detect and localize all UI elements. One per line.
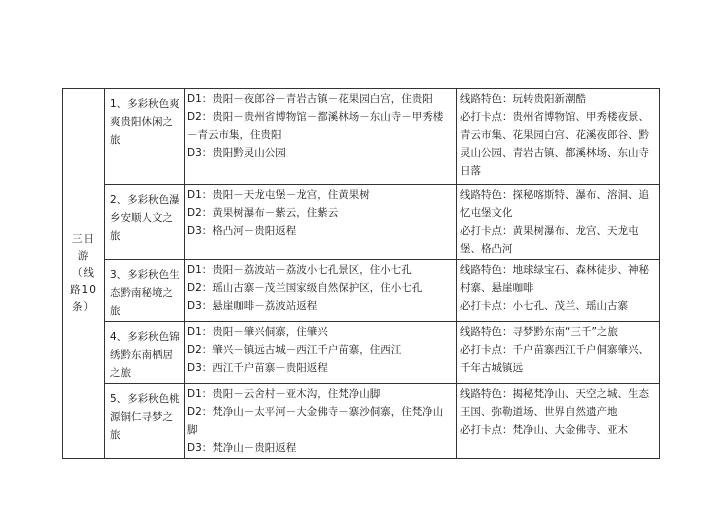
category-cell [63,89,105,459]
route-name: 4、多彩秋色锦绣黔东南栖居之旅 [110,331,180,379]
route-features-cell [457,322,660,384]
feature-line: 线路特色：玩转贵阳新潮酷 [460,93,586,105]
day-line: D2：瑶山古寨－茂兰国家级自然保护区，住小七孔 [187,282,423,294]
day-line: D3：格凸河－贵阳返程 [187,225,297,237]
day-line: D2：贵阳－贵州省博物馆－都溪林场－东山寺－甲秀楼－青云市集，住贵阳 [187,111,444,141]
route-name-cell [105,322,185,384]
route-name: 3、多彩秋色生态黔南秘境之旅 [110,269,180,317]
day-line: D3：贵阳黔灵山公园 [187,147,286,159]
day-line: D3：梵净山－贵阳返程 [187,442,297,454]
day-line: D1：贵阳－肇兴侗寨，住肇兴 [187,326,328,338]
feature-line: 必打卡点：黄果树瀑布、龙宫、天龙屯堡、格凸河 [460,225,639,255]
table-row [63,185,660,260]
route-days-cell [185,322,457,384]
feature-line: 必打卡点：贵州省博物馆、甲秀楼夜景、青云市集、花果园白宫、花溪夜郎谷、黔灵山公园、青岩古镇、都溪林场、东山寺日落 [460,111,649,177]
feature-line: 线路特色：地球绿宝石、森林徒步、神秘村寨、悬崖咖啡 [460,264,649,294]
route-name-cell [105,89,185,185]
table-row [63,384,660,459]
route-name: 2、多彩秋色瀑乡安顺人文之旅 [110,194,180,242]
day-line: D2：梵净山－太平河－大金佛寺－寨沙侗寨，住梵净山脚 [187,406,444,436]
day-line: D1：贵阳－夜郎谷－青岩古镇－花果园白宫，住贵阳 [187,93,433,105]
route-name: 1、多彩秋色爽爽贵阳休闲之旅 [110,98,180,146]
table-row [63,89,660,185]
route-name-cell [105,260,185,322]
feature-line: 线路特色：寻梦黔东南“三千”之旅 [460,326,618,338]
table-row [63,260,660,322]
day-line: D1：贵阳－云舍村－亚木沟，住梵净山脚 [187,388,381,400]
route-features-cell [457,89,660,185]
feature-line: 必打卡点：千户苗寨西江千户侗寨肇兴、千年古城镇远 [460,344,649,374]
feature-line: 线路特色：探秘喀斯特、瀑布、溶洞、追忆屯堡文化 [460,189,649,219]
route-days-cell [185,185,457,260]
day-line: D2：肇兴－镇远古城－西江千户苗寨，住西江 [187,344,402,356]
day-line: D1：贵阳－荔波站－荔波小七孔景区，住小七孔 [187,264,412,276]
feature-line: 必打卡点：小七孔、茂兰、瑶山古寨 [460,300,628,312]
route-name: 5、多彩秋色桃源铜仁寻梦之旅 [110,393,180,441]
table-row [63,322,660,384]
day-line: D3：悬崖咖啡－荔波站返程 [187,300,318,312]
route-days-cell [185,260,457,322]
route-name-cell [105,185,185,260]
route-name-cell [105,384,185,459]
feature-line: 必打卡点：梵净山、大金佛寺、亚木 [460,424,628,436]
itinerary-table [62,88,660,459]
route-features-cell [457,384,660,459]
category-label: 三日游（线路10条） [70,233,97,313]
route-features-cell [457,260,660,322]
day-line: D2：黄果树瀑布－紫云，住紫云 [187,207,339,219]
day-line: D1：贵阳－天龙屯堡－龙宫，住黄果树 [187,189,370,201]
route-days-cell [185,89,457,185]
route-days-cell [185,384,457,459]
route-features-cell [457,185,660,260]
feature-line: 线路特色：揭秘梵净山、天空之城、生态王国、弥勒道场、世界自然遗产地 [460,388,649,418]
day-line: D3：西江千户苗寨－贵阳返程 [187,362,328,374]
